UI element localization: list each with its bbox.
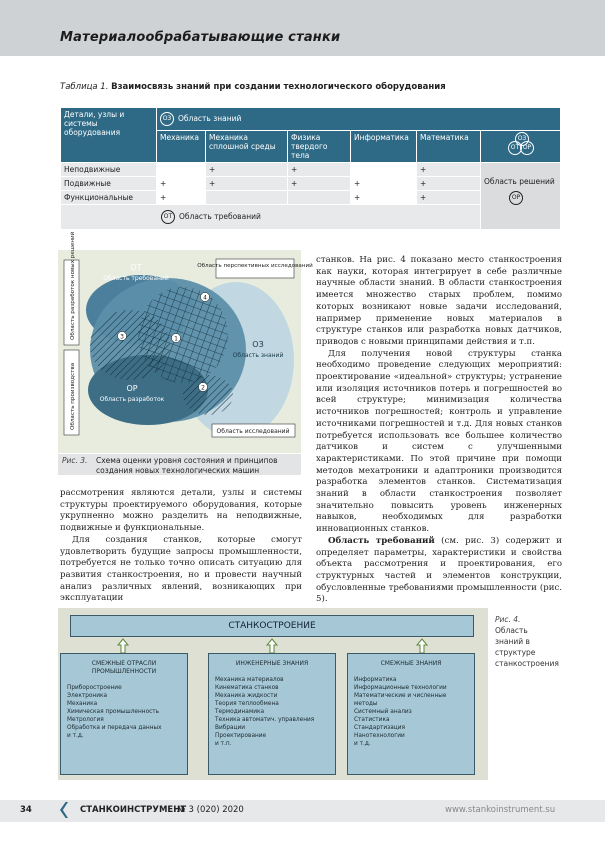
figure-3-caption bbox=[58, 454, 301, 475]
research-text: Область исследований bbox=[216, 428, 290, 435]
ot-mini-circle: ОТ bbox=[508, 141, 522, 155]
box-items bbox=[354, 676, 474, 748]
row-name: Функциональные bbox=[61, 191, 157, 205]
table-caption-label: Таблица 1. bbox=[60, 82, 109, 92]
box-title: СМЕЖНЫЕ ЗНАНИЯ bbox=[380, 660, 442, 667]
table-cell: + bbox=[417, 177, 481, 191]
list-item: Электроника bbox=[67, 693, 108, 699]
list-item: Механика bbox=[67, 701, 98, 707]
table-row bbox=[61, 163, 561, 177]
paragraph: Для получения новой структуры станка необходимо проведение следующих мероприятий: проектирование «идеальной» структуры; устранение или изоляция источников потерь и погрешностей во всей структуре; минимизация количества источников погрешностей; контроль и управление источниками погрешностей и т.д. Для новых станков потребуется использовать все большее количество датчиков и систем с улучшенными характеристиками. По этой причине при помощи методов мехатроники и адаптроники производится разработка элементов станков. Систематизация знаний в области станкостроения позволяет значительно повысить уровень инженерных навыков, необходимых для разработки инновационных станков. bbox=[316, 348, 562, 535]
marker-4: 4 bbox=[203, 294, 207, 302]
figure-4 bbox=[58, 608, 488, 780]
table-cell bbox=[157, 163, 206, 177]
box-title: СМЕЖНЫЕ ОТРАСЛИ ПРОМЫШЛЕННОСТИ bbox=[91, 660, 157, 675]
ot-circle: ОТ bbox=[161, 210, 175, 224]
dev-solutions-text: Область разработок новых решений bbox=[70, 231, 76, 340]
related-industries-box bbox=[60, 653, 188, 775]
or-code: ОР bbox=[126, 384, 138, 393]
table-caption-title: Взаимосвязь знаний при создании технологического оборудования bbox=[111, 82, 446, 92]
col-header: Информатика bbox=[351, 131, 417, 163]
table-head-left: Детали, узлы и системы оборудования bbox=[61, 108, 157, 163]
list-item: методы bbox=[354, 701, 378, 707]
machine-building-box: СТАНКОСТРОЕНИЕ bbox=[70, 615, 474, 637]
list-item: Вибрации bbox=[215, 725, 246, 731]
marker-2: 2 bbox=[201, 384, 205, 392]
header-band bbox=[0, 0, 605, 56]
box-items bbox=[67, 684, 187, 740]
table-cell: + bbox=[417, 191, 481, 205]
table-cell: + bbox=[351, 177, 417, 191]
table-cell: + bbox=[288, 163, 351, 177]
list-item: Механика материалов bbox=[215, 677, 284, 683]
solutions-cell bbox=[481, 163, 561, 230]
oz-label: Область знаний bbox=[178, 114, 242, 123]
table-cell: + bbox=[288, 177, 351, 191]
list-item: Математические и численные bbox=[354, 693, 447, 699]
page-number: 34 bbox=[20, 805, 32, 815]
table-cell: + bbox=[157, 191, 206, 205]
list-item: и т.п. bbox=[215, 741, 232, 747]
oz-code: ОЗ bbox=[252, 340, 264, 349]
table-cell bbox=[351, 163, 417, 177]
list-item: Информационные технологии bbox=[354, 685, 447, 691]
col-header: Математика bbox=[417, 131, 481, 163]
requirements-label: Область требований bbox=[179, 212, 261, 221]
figure-4-caption bbox=[495, 614, 559, 669]
or-circle: ОР bbox=[509, 191, 523, 205]
marker-1: 1 bbox=[174, 335, 178, 343]
paragraph-rest: (см. рис. 3) содержит и определяет параметры, характеристики и свойства объекта рассмотрения и проектирования, его структурных частей и элементов конструкции, обусловленные требованиями промышленности (рис. 5). bbox=[316, 535, 562, 605]
table-cell: + bbox=[417, 163, 481, 177]
oz-mini-circle: ОЗ bbox=[515, 132, 529, 146]
venn-cell bbox=[481, 131, 561, 163]
figure-3 bbox=[58, 231, 313, 453]
website-link[interactable]: www.stankoinstrument.su bbox=[445, 805, 556, 815]
list-item: Информатика bbox=[354, 677, 397, 683]
ot-code: ОТ bbox=[130, 263, 142, 272]
requirements-cell bbox=[61, 205, 481, 230]
box-items bbox=[215, 676, 335, 748]
related-knowledge-box bbox=[347, 653, 475, 775]
list-item: Техника автоматич. управления bbox=[215, 717, 315, 723]
or-mini-circle: ОР bbox=[520, 141, 534, 155]
table-cell: + bbox=[206, 177, 288, 191]
table-cell: + bbox=[351, 191, 417, 205]
list-item: и т.д. bbox=[354, 741, 371, 747]
list-item: Кинематика станков bbox=[215, 685, 279, 691]
list-item: и т.д. bbox=[67, 733, 84, 739]
col-header: Механика сплошной среды bbox=[206, 131, 288, 163]
figure-3-label: Рис. 3. bbox=[62, 456, 88, 465]
list-item: Метрология bbox=[67, 717, 104, 723]
list-item: Приборостроение bbox=[67, 685, 122, 691]
chevron-left-icon bbox=[60, 802, 68, 818]
hatch-zone-2 bbox=[183, 375, 233, 415]
figure-4-text: Область знаний в структуре станкостроения bbox=[495, 626, 559, 668]
row-name: Неподвижные bbox=[61, 163, 157, 177]
paragraph: рассмотрения являются детали, узлы и системы структуры проектируемого оборудования, которые укрупненно можно разделить на неподвижные, подвижные и функциональные. bbox=[60, 488, 302, 534]
paragraph bbox=[316, 536, 562, 606]
figure-4-label: Рис. 4. bbox=[495, 615, 521, 624]
engineering-knowledge-box bbox=[208, 653, 336, 775]
list-item: Теория теплообмена bbox=[215, 701, 279, 707]
issue-number: № 3 (020) 2020 bbox=[177, 805, 244, 815]
list-item: Статистика bbox=[354, 717, 390, 723]
list-item: Системный анализ bbox=[354, 709, 412, 715]
paragraph: Для создания станков, которые смогут удовлетворить будущие запросы промышленности, потребуется не только точно описать ситуацию для развития станкостроения, но и провести научный анализ различных явлений, возникающих при эксплуатации bbox=[60, 534, 302, 604]
figure-3-text: Схема оценки уровня состояния и принципов создания новых технологических машин bbox=[96, 456, 278, 475]
venn-diagram bbox=[58, 231, 313, 453]
production-text: Область производства bbox=[70, 362, 76, 430]
up-arrow-icon bbox=[117, 638, 129, 654]
right-column bbox=[316, 255, 562, 606]
list-item: Термодинамика bbox=[215, 709, 265, 715]
magazine-name: СТАНКОИНСТРУМЕНТ bbox=[80, 805, 187, 815]
oz-text: Область знаний bbox=[232, 352, 284, 359]
left-column bbox=[60, 488, 302, 605]
list-item: Обработка и передача данных bbox=[67, 725, 162, 731]
grid-zone bbox=[138, 287, 228, 383]
up-arrow-icon bbox=[266, 638, 278, 654]
knowledge-table bbox=[60, 107, 561, 230]
list-item: Механика жидкости bbox=[215, 693, 278, 699]
table-head-knowledge bbox=[157, 108, 561, 131]
table-cell bbox=[206, 191, 288, 205]
section-title: Материалообрабатывающие станки bbox=[60, 30, 341, 45]
oz-circle: ОЗ bbox=[160, 112, 174, 126]
solutions-label: Область решений bbox=[484, 177, 555, 186]
or-text: Область разработок bbox=[99, 396, 165, 403]
box-title: ИНЖЕНЕРНЫЕ ЗНАНИЯ bbox=[235, 660, 309, 667]
table-cell bbox=[288, 191, 351, 205]
perspective-text: Область перспективных исследований bbox=[197, 263, 313, 269]
list-item: Стандартизация bbox=[354, 725, 405, 731]
list-item: Нанотехнологии bbox=[354, 733, 405, 739]
col-header: Физика твердого тела bbox=[288, 131, 351, 163]
paragraph: станков. На рис. 4 показано место станкостроения как науки, которая интегрирует в себе различные научные области знаний. В области станкостроения имеется множество старых проблем, помимо которых возникают новые задачи исследований, например применение новых материалов в структуре станков или разработка новых датчиков, приводов с новыми принципами действия и т.п. bbox=[316, 255, 562, 347]
list-item: Химическая промышленность bbox=[67, 709, 160, 715]
list-item: Проектирование bbox=[215, 733, 267, 739]
up-arrow-icon bbox=[416, 638, 428, 654]
row-name: Подвижные bbox=[61, 177, 157, 191]
table-caption bbox=[60, 82, 446, 92]
col-header: Механика bbox=[157, 131, 206, 163]
page-footer bbox=[0, 800, 605, 822]
table-cell: + bbox=[206, 163, 288, 177]
marker-3: 3 bbox=[120, 333, 124, 341]
requirements-term: Область требований bbox=[328, 535, 435, 546]
ot-text: Область требований bbox=[103, 275, 169, 282]
table-cell: + bbox=[157, 177, 206, 191]
